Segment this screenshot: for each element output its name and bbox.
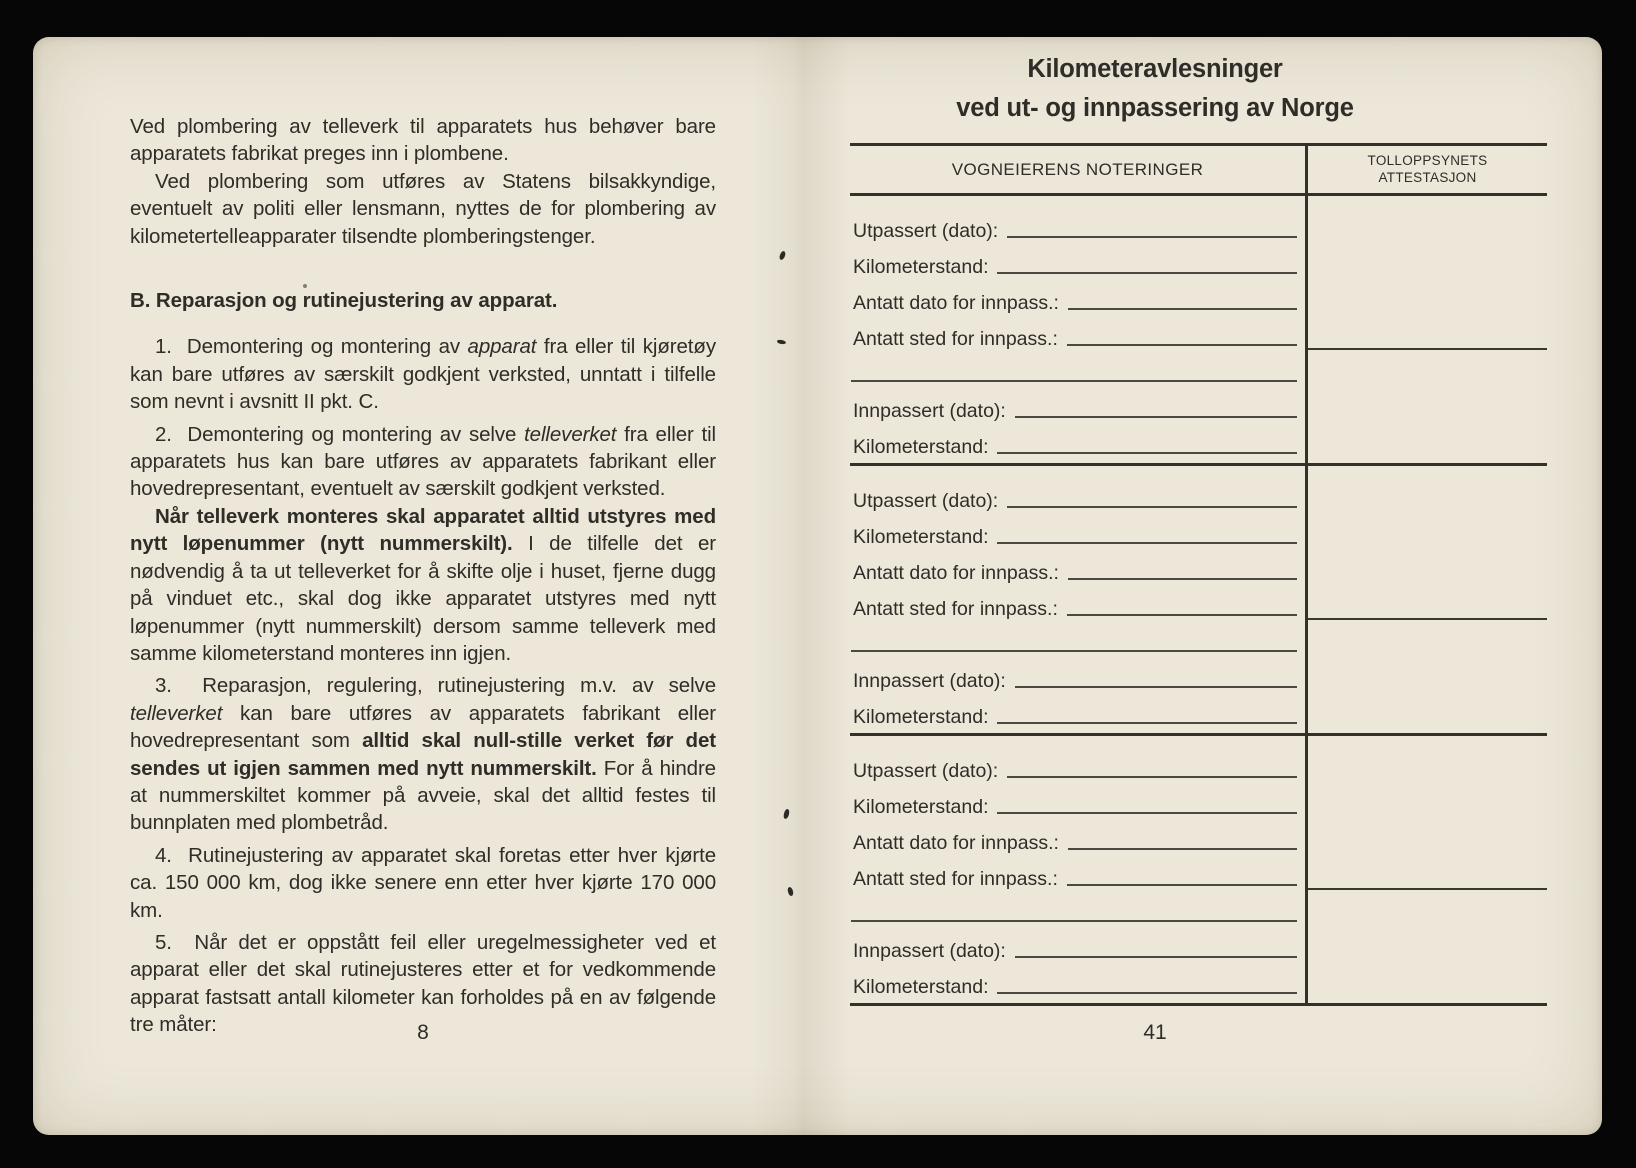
form-field-row bbox=[850, 746, 1305, 781]
table-header-row bbox=[850, 146, 1547, 196]
form-field-row bbox=[850, 206, 1305, 241]
form-field-row bbox=[850, 962, 1305, 997]
fill-in-line bbox=[1007, 506, 1297, 508]
field-label: Antatt dato for innpass.: bbox=[853, 831, 1059, 854]
left-page-body-text bbox=[130, 113, 716, 1039]
fill-in-line bbox=[1067, 344, 1297, 346]
attestation-divider-line bbox=[1308, 618, 1547, 620]
form-field-row bbox=[850, 782, 1305, 817]
form-field-row bbox=[850, 548, 1305, 583]
customs-header-line-1: TOLLOPPSYNETS bbox=[1367, 153, 1488, 168]
text-segment: 5. Når det er oppstått feil eller uregelmessigheter ved et apparat eller det skal rutinejusteres etter et for vedkommende apparat fastsatt antall kilometer kan forholdes på en av følgende tre måter: bbox=[130, 930, 716, 1037]
form-field-row bbox=[850, 278, 1305, 313]
owner-notes-cell bbox=[850, 736, 1308, 1003]
form-field-row bbox=[850, 854, 1305, 889]
page-number-right: 41 bbox=[1143, 1021, 1167, 1044]
form-blocks-container bbox=[850, 196, 1547, 1006]
paragraph bbox=[130, 113, 716, 168]
text-segment: telleverket bbox=[524, 422, 617, 446]
fill-in-line bbox=[997, 272, 1297, 274]
customs-header-line-2: ATTESTASJON bbox=[1378, 169, 1477, 185]
field-label: Kilometerstand: bbox=[853, 525, 989, 548]
form-block bbox=[850, 736, 1547, 1006]
text-segment: apparat bbox=[467, 335, 537, 359]
text-segment: For å hindre at nummerskiltet kommer på avveie, skal det alltid festes til bunnplaten med plombetråd. bbox=[130, 756, 716, 835]
field-label: Utpassert (dato): bbox=[853, 219, 999, 242]
attestation-cell bbox=[1308, 736, 1547, 1003]
title-line-2: ved ut- og innpassering av Norge bbox=[956, 94, 1354, 122]
field-label: Antatt sted for innpass.: bbox=[853, 327, 1058, 350]
owner-notes-cell bbox=[850, 196, 1308, 463]
fill-in-line bbox=[1015, 416, 1297, 418]
fill-in-line bbox=[997, 452, 1297, 454]
fill-in-line bbox=[1068, 848, 1297, 850]
text-segment: telleverket bbox=[130, 701, 223, 725]
text-segment: I de tilfelle det er nødvendig å ta ut telleverket for å skifte olje i huset, fjerne dugg på vinduet etc., skal dog ikke apparatet utstyres med nytt løpenummer (nytt nummerskilt) dersom samme telleverk med samme kilometerstand monteres inn igjen. bbox=[130, 532, 716, 665]
fill-in-line bbox=[997, 992, 1297, 994]
right-page-title bbox=[830, 50, 1480, 128]
field-label: Kilometerstand: bbox=[853, 255, 989, 278]
field-label: Antatt sted for innpass.: bbox=[853, 867, 1058, 890]
text-segment: 3. Reparasjon, regulering, rutinejustering m.v. av selve bbox=[155, 674, 716, 698]
field-label: Kilometerstand: bbox=[853, 705, 989, 728]
fill-in-line bbox=[1067, 884, 1297, 886]
paragraph bbox=[130, 503, 716, 667]
fill-in-line bbox=[997, 722, 1297, 724]
form-blank-row bbox=[850, 350, 1305, 385]
fill-in-line bbox=[851, 920, 1297, 922]
field-label: Kilometerstand: bbox=[853, 975, 989, 998]
form-block bbox=[850, 466, 1547, 736]
attestation-cell bbox=[1308, 196, 1547, 463]
text-segment: B. Reparasjon og rutinejustering av apparat. bbox=[130, 289, 558, 313]
field-label: Utpassert (dato): bbox=[853, 759, 999, 782]
field-label: Kilometerstand: bbox=[853, 435, 989, 458]
gutter-shadow bbox=[751, 37, 851, 1135]
field-label: Innpassert (dato): bbox=[853, 669, 1006, 692]
field-label: Kilometerstand: bbox=[853, 795, 989, 818]
section-heading bbox=[130, 287, 716, 314]
form-field-row bbox=[850, 584, 1305, 619]
paragraph bbox=[130, 421, 716, 503]
text-segment: fra eller til kjøretøy kan bare utføres av særskilt godkjent verksted, unntatt i tilfelle som nevnt i avsnitt II pkt. C. bbox=[130, 335, 716, 414]
field-label: Utpassert (dato): bbox=[853, 489, 999, 512]
text-segment: kan bare utføres av apparatets fabrikant eller hovedrepresentant som bbox=[130, 701, 716, 753]
page-number-left: 8 bbox=[417, 1021, 429, 1044]
text-segment: 4. Rutinejustering av apparatet skal foretas etter hver kjørte ca. 150 000 km, dog ikke senere enn etter hver kjørte 170 000 km. bbox=[130, 843, 716, 922]
form-field-row bbox=[850, 818, 1305, 853]
form-field-row bbox=[850, 512, 1305, 547]
fill-in-line bbox=[1015, 956, 1297, 958]
paragraph bbox=[130, 333, 716, 415]
fill-in-line bbox=[1068, 578, 1297, 580]
text-segment: 2. Demontering og montering av selve bbox=[155, 422, 525, 446]
fill-in-line bbox=[851, 380, 1297, 382]
fill-in-line bbox=[997, 812, 1297, 814]
text-segment: 1. Demontering og montering av bbox=[155, 335, 468, 359]
field-label: Innpassert (dato): bbox=[853, 939, 1006, 962]
ink-speck bbox=[303, 284, 307, 288]
form-blank-row bbox=[850, 890, 1305, 925]
paragraph bbox=[130, 168, 716, 250]
form-field-row bbox=[850, 476, 1305, 511]
fill-in-line bbox=[1007, 776, 1297, 778]
form-field-row bbox=[850, 386, 1305, 421]
fill-in-line bbox=[1007, 236, 1297, 238]
text-segment: Når telleverk monteres skal apparatet alltid utstyres med nytt løpenummer (nytt nummerskilt). bbox=[130, 504, 716, 556]
text-segment: alltid skal null-stille verket før det sendes ut igjen sammen med nytt nummerskilt. bbox=[130, 729, 716, 780]
text-segment: Ved plombering av telleverk til apparatets hus behøver bare apparatets fabrikat preges inn i plombene. bbox=[130, 115, 716, 166]
form-field-row bbox=[850, 692, 1305, 727]
paragraph bbox=[130, 672, 716, 836]
fill-in-line bbox=[1068, 308, 1297, 310]
fill-in-line bbox=[1067, 614, 1297, 616]
form-blank-row bbox=[850, 620, 1305, 655]
fill-in-line bbox=[851, 650, 1297, 652]
text-segment: Ved plombering som utføres av Statens bilsakkyndige, eventuelt av politi eller lensmann, nyttes de for plombering av kilometertelleapparater tilsendte plomberingstenger. bbox=[130, 169, 716, 248]
form-field-row bbox=[850, 656, 1305, 691]
attestation-divider-line bbox=[1308, 348, 1547, 350]
booklet-spread bbox=[33, 37, 1602, 1135]
customs-attestation-column-header bbox=[1308, 146, 1547, 193]
attestation-divider-line bbox=[1308, 888, 1547, 890]
form-field-row bbox=[850, 926, 1305, 961]
title-line-1: Kilometeravlesninger bbox=[1027, 55, 1283, 83]
form-block bbox=[850, 196, 1547, 466]
field-label: Innpassert (dato): bbox=[853, 399, 1006, 422]
form-field-row bbox=[850, 422, 1305, 457]
kilometer-form-table bbox=[850, 143, 1547, 1006]
form-field-row bbox=[850, 242, 1305, 277]
attestation-cell bbox=[1308, 466, 1547, 733]
form-field-row bbox=[850, 314, 1305, 349]
owner-notes-cell bbox=[850, 466, 1308, 733]
text-segment: fra eller til apparatets hus kan bare utføres av apparatets fabrikant eller hovedrepresentant, eventuelt av særskilt godkjent verksted. bbox=[130, 422, 717, 501]
paragraph bbox=[130, 842, 716, 924]
field-label: Antatt dato for innpass.: bbox=[853, 291, 1059, 314]
fill-in-line bbox=[997, 542, 1297, 544]
field-label: Antatt sted for innpass.: bbox=[853, 597, 1058, 620]
owner-notes-column-header: VOGNEIERENS NOTERINGER bbox=[850, 146, 1308, 193]
field-label: Antatt dato for innpass.: bbox=[853, 561, 1059, 584]
fill-in-line bbox=[1015, 686, 1297, 688]
